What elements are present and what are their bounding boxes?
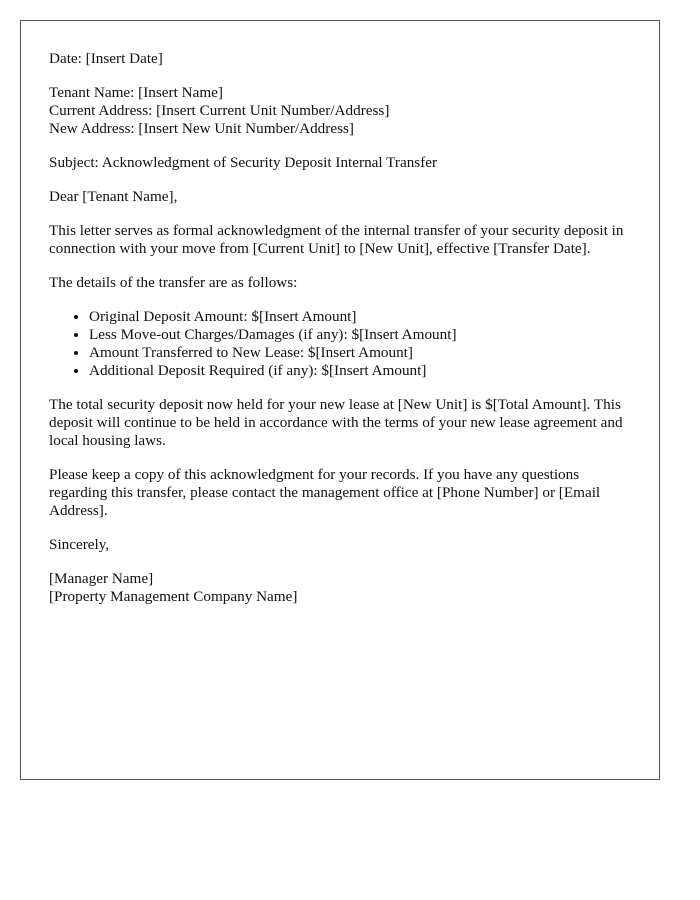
letter-body xyxy=(49,50,639,622)
signature-block xyxy=(49,570,639,606)
new-address-line: New Address: [Insert New Unit Number/Address] xyxy=(49,120,354,137)
details-intro: The details of the transfer are as follows: xyxy=(49,274,298,291)
transfer-details-list xyxy=(49,308,639,380)
company-name: [Property Management Company Name] xyxy=(49,588,298,605)
detail-additional-deposit: • Additional Deposit Required (if any): $[Insert Amount] xyxy=(89,362,639,380)
subject-line: Subject: Acknowledgment of Security Deposit Internal Transfer xyxy=(49,154,438,171)
detail-amount-transferred: • Amount Transferred to New Lease: $[Insert Amount] xyxy=(89,344,639,362)
detail-move-out-charges: • Less Move-out Charges/Damages (if any): $[Insert Amount] xyxy=(89,326,639,344)
records-paragraph: Please keep a copy of this acknowledgment for your records. If you have any questions regarding this transfer, please contact the management office at [Phone Number] or [Email Address]. xyxy=(49,466,601,519)
signer-name: [Manager Name] xyxy=(49,570,154,587)
intro-paragraph: This letter serves as formal acknowledgment of the internal transfer of your security deposit in connection with your move from [Current Unit] to [New Unit], effective [Transfer Date]. xyxy=(49,222,624,257)
total-deposit-paragraph: The total security deposit now held for your new lease at [New Unit] is $[Total Amount]. This deposit will continue to be held in accordance with the terms of your new lease agreement and local housing laws. xyxy=(49,396,623,449)
tenant-name-line: Tenant Name: [Insert Name] xyxy=(49,84,223,101)
current-address-line: Current Address: [Insert Current Unit Number/Address] xyxy=(49,102,390,119)
date-line: Date: [Insert Date] xyxy=(49,50,163,67)
tenant-info-block xyxy=(49,84,639,138)
closing: Sincerely, xyxy=(49,536,110,553)
salutation: Dear [Tenant Name], xyxy=(49,188,178,205)
letter-page xyxy=(20,20,660,780)
detail-original-deposit: • Original Deposit Amount: $[Insert Amount] xyxy=(89,308,639,326)
